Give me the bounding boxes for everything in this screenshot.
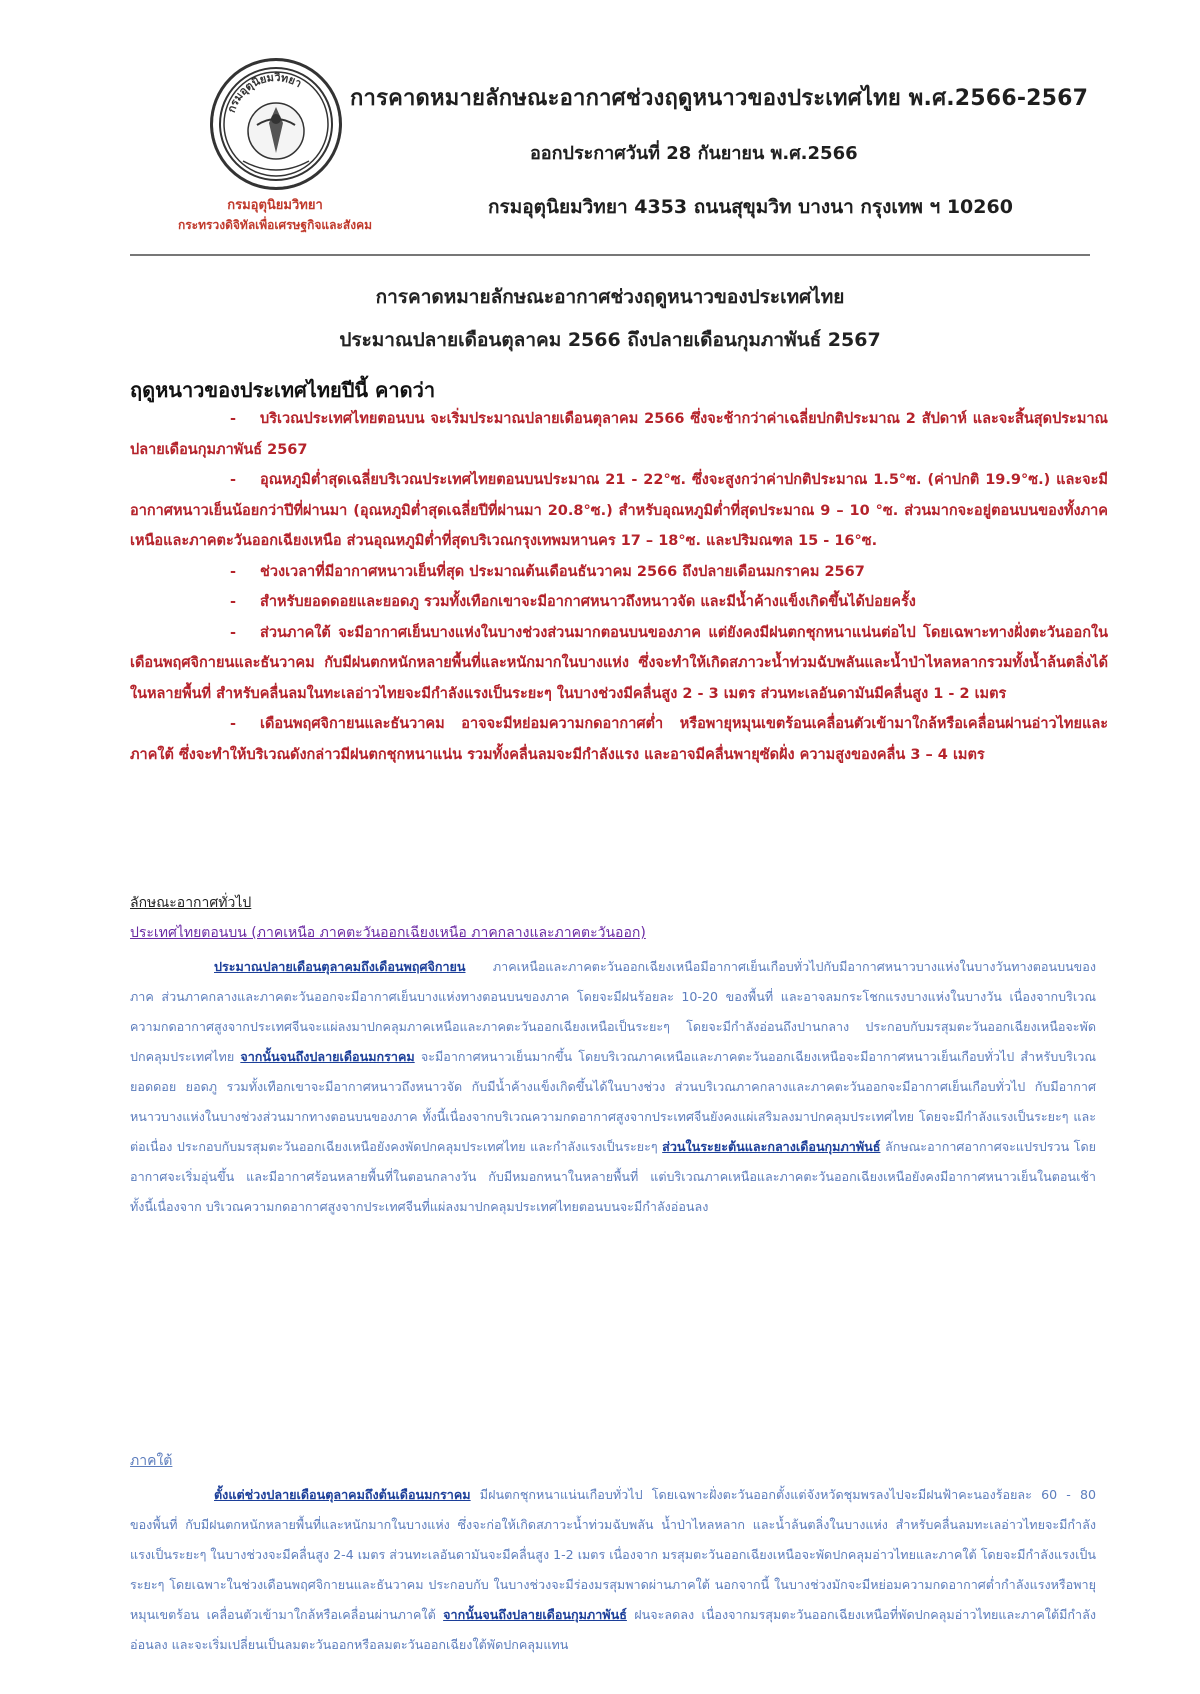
upper-region-paragraph: ประมาณปลายเดือนตุลาคมถึงเดือนพฤศจิกายน ภาคเหนือและภาคตะวันออกเฉียงเหนือมีอากาศเย็นเกือบทั่วไปกับมีอากาศหนาวบางแห่งในบางวันทางตอนบนของภาค ส่วนภาคกลางและภาคตะวันออกจะมีอากาศเย็นบางแห่งทางตอนบนของภาค โดยจะมีฝนร้อยละ 10-20 ของพื้นที่ และอาจลมกระโชกแรงบางแห่งในบางวัน เนื่องจากบริเวณความกดอากาศสูงจากประเทศจีนจะแผ่ลงมาปกคลุมภาคเหนือและภาคตะวันออกเฉียงเหนือเป็นระยะๆ โดยจะมีกำลังอ่อนถึงปานกลาง ประกอบกับมรสุมตะวันออกเฉียงเหนือจะพัดปกคลุมประเทศไทย จากนั้นจนถึงปลายเดือนมกราคม จะมีอากาศหนาวเย็นมากขึ้น โดยบริเวณภาคเหนือและภาคตะวันออกเฉียงเหนือจะมีอากาศหนาวเย็นเกือบทั่วไป สำหรับบริเวณยอดดอย ยอดภู รวมทั้งเทือกเขาจะมีอากาศหนาวถึงหนาวจัด กับมีน้ำค้างแข็งเกิดขึ้นได้ในบางช่วง ส่วนบริเวณภาคกลางและภาคตะวันออกจะมีอากาศเย็นเกือบทั่วไป กับมีอากาศหนาวบางแห่งในบางช่วงส่วนมากทางตอนบนของภาค ทั้งนี้เนื่องจากบริเวณความกดอากาศสูงจากประเทศจีนยังคงแผ่เสริมลงมาปกคลุมประเทศไทย โดยจะมีกำลังแรงเป็นระยะๆ และต่อเนื่อง ประกอบกับมรสุมตะวันออกเฉียงเหนือยังคงพัดปกคลุมประเทศไทย และกำลังแรงเป็นระยะๆ ส่วนในระยะต้นและกลางเดือนกุมภาพันธ์ ลักษณะอากาศอากาศจะแปรปรวน โดยอากาศจะเริ่มอุ่นขึ้น และมีอากาศร้อนหลายพื้นที่ในตอนกลางวัน กับมีหมอกหนาในหลายพื้นที่ แต่บริเวณภาคเหนือและภาคตะวันออกเฉียงเหนือยังคงมีอากาศหนาวเย็นในตอนเช้า ทั้งนี้เนื่องจาก บริเวณความกดอากาศสูงจากประเทศจีนที่แผ่ลงมาปกคลุมประเทศไทยตอนบนจะมีกำลังอ่อนลง <box>130 959 1097 1214</box>
forecast-period: ประมาณปลายเดือนตุลาคม 2566 ถึงปลายเดือนกุมภาพันธ์ 2567 <box>339 329 881 351</box>
document-title: การคาดหมายลักษณะอากาศช่วงฤดูหนาวของประเทศไทย พ.ศ.2566-2567 <box>350 86 1089 111</box>
forecast-item: - ช่วงเวลาที่มีอากาศหนาวเย็นที่สุด ประมาณต้นเดือนธันวาคม 2566 ถึงปลายเดือนมกราคม 2567 <box>230 563 865 580</box>
department-name: กรมอุตุนิยมวิทยา <box>227 198 323 213</box>
upper-period-2: จากนั้นจนถึงปลายเดือนมกราคม <box>240 1049 415 1064</box>
forecast-title: การคาดหมายลักษณะอากาศช่วงฤดูหนาวของประเทศไทย <box>375 286 845 308</box>
forecast-list <box>130 404 1108 770</box>
forecast-item: - เดือนพฤศจิกายนและธันวาคม อาจจะมีหย่อมความกดอากาศต่ำ หรือพายุหมุนเขตร้อนเคลื่อนตัวเข้ามาใกล้หรือเคลื่อนผ่านอ่าวไทยและภาคใต้ ซึ่งจะทำให้บริเวณดังกล่าวมีฝนตกชุกหนาแน่น รวมทั้งคลื่นลมจะมีกำลังแรง และอาจมีคลื่นพายุซัดฝั่ง ความสูงของคลื่น 3 – 4 เมตร <box>130 716 1108 763</box>
upper-region-heading: ประเทศไทยตอนบน (ภาคเหนือ ภาคตะวันออกเฉียงเหนือ ภาคกลางและภาคตะวันออก) <box>130 925 646 941</box>
south-period-2: จากนั้นจนถึงปลายเดือนกุมภาพันธ์ <box>443 1607 627 1622</box>
issue-date: ออกประกาศวันที่ 28 กันยายน พ.ศ.2566 <box>530 143 858 164</box>
department-block <box>140 196 410 234</box>
svg-text:กรมอุตุนิยมวิทยา: กรมอุตุนิยมวิทยา <box>224 70 304 115</box>
forecast-item: - ส่วนภาคใต้ จะมีอากาศเย็นบางแห่งในบางช่วงส่วนมากตอนบนของภาค แต่ยังคงมีฝนตกชุกหนาแน่นต่อไป โดยเฉพาะทางฝั่งตะวันออกในเดือนพฤศจิกายนและธันวาคม กับมีฝนตกหนักหลายพื้นที่และหนักมากในบางแห่ง ซึ่งจะทำให้เกิดสภาวะน้ำท่วมฉับพลันและน้ำป่าไหลหลากรวมทั้งน้ำล้นตลิ่งได้ในหลายพื้นที่ สำหรับคลื่นลมในทะเลอ่าวไทยจะมีกำลังแรงเป็นระยะๆ ในบางช่วงมีคลื่นสูง 2 - 3 เมตร ส่วนทะเลอันดามันมีคลื่นสูง 1 - 2 เมตร <box>130 624 1108 702</box>
general-heading: ลักษณะอากาศทั่วไป <box>130 895 252 911</box>
department-address: กรมอุตุนิยมวิทยา 4353 ถนนสุขุมวิท บางนา กรุงเทพ ฯ 10260 <box>488 196 1013 218</box>
south-region-heading: ภาคใต้ <box>130 1453 173 1469</box>
upper-period-3: ส่วนในระยะต้นและกลางเดือนกุมภาพันธ์ <box>662 1139 881 1154</box>
forecast-item: - สำหรับยอดดอยและยอดภู รวมทั้งเทือกเขาจะมีอากาศหนาวถึงหนาวจัด และมีน้ำค้างแข็งเกิดขึ้นได้บ่อยครั้ง <box>230 594 916 610</box>
south-region-paragraph: ตั้งแต่ช่วงปลายเดือนตุลาคมถึงต้นเดือนมกราคม มีฝนตกชุกหนาแน่นเกือบทั่วไป โดยเฉพาะฝั่งตะวันออกตั้งแต่จังหวัดชุมพรลงไปจะมีฝนฟ้าคะนองร้อยละ 60 - 80 ของพื้นที่ กับมีฝนตกหนักหลายพื้นที่และหนักมากในบางแห่ง ซึ่งจะก่อให้เกิดสภาวะน้ำท่วมฉับพลัน น้ำป่าไหลหลาก และน้ำล้นตลิ่งในบางแห่ง สำหรับคลื่นลมทะเลอ่าวไทยจะมีกำลังแรงเป็นระยะๆ ในบางช่วงจะมีคลื่นสูง 2-4 เมตร ส่วนทะเลอันดามันจะมีคลื่นสูง 1-2 เมตร เนื่องจาก มรสุมตะวันออกเฉียงเหนือจะพัดปกคลุมอ่าวไทยและภาคใต้ โดยจะมีกำลังแรงเป็นระยะๆ โดยเฉพาะในช่วงเดือนพฤศจิกายนและธันวาคม ประกอบกับ ในบางช่วงจะมีร่องมรสุมพาดผ่านภาคใต้ นอกจากนี้ ในบางช่วงมักจะมีหย่อมความกดอากาศต่ำกำลังแรงหรือพายุหมุนเขตร้อน เคลื่อนตัวเข้ามาใกล้หรือเคลื่อนผ่านภาคใต้ จากนั้นจนถึงปลายเดือนกุมภาพันธ์ ฝนจะลดลง เนื่องจากมรสุมตะวันออกเฉียงเหนือที่พัดปกคลุมอ่าวไทยและภาคใต้มีกำลังอ่อนลง และจะเริ่มเปลี่ยนเป็นลมตะวันออกหรือลมตะวันออกเฉียงใต้พัดปกคลุมแทน <box>130 1487 1096 1652</box>
ministry-name: กระทรวงดิจิทัลเพื่อเศรษฐกิจและสังคม <box>177 218 373 232</box>
tmd-seal-logo <box>210 58 342 190</box>
forecast-intro: ฤดูหนาวของประเทศไทยปีนี้ คาดว่า <box>130 378 436 402</box>
upper-period-1: ประมาณปลายเดือนตุลาคมถึงเดือนพฤศจิกายน <box>214 959 466 974</box>
forecast-item: - อุณหภูมิต่ำสุดเฉลี่ยบริเวณประเทศไทยตอนบนประมาณ 21 - 22°ซ. ซึ่งจะสูงกว่าค่าปกติประมาณ 1.5°ซ. (ค่าปกติ 19.9°ซ.) และจะมีอากาศหนาวเย็นน้อยกว่าปีที่ผ่านมา (อุณหภูมิต่ำสุดเฉลี่ยปีที่ผ่านมา 20.8°ซ.) สำหรับอุณหภูมิต่ำที่สุดประมาณ 9 – 10 °ซ. ส่วนมากจะอยู่ตอนบนของทั้งภาคเหนือและภาคตะวันออกเฉียงเหนือ ส่วนอุณหภูมิต่ำที่สุดบริเวณกรุงเทพมหานคร 17 – 18°ซ. และปริมณฑล 15 - 16°ซ. <box>130 472 1108 549</box>
header-divider <box>130 254 1090 256</box>
forecast-item: - บริเวณประเทศไทยตอนบน จะเริ่มประมาณปลายเดือนตุลาคม 2566 ซึ่งจะช้ากว่าค่าเฉลี่ยปกติประมาณ 2 สัปดาห์ และจะสิ้นสุดประมาณปลายเดือนกุมภาพันธ์ 2567 <box>130 411 1108 458</box>
south-period-1: ตั้งแต่ช่วงปลายเดือนตุลาคมถึงต้นเดือนมกราคม <box>214 1487 471 1502</box>
